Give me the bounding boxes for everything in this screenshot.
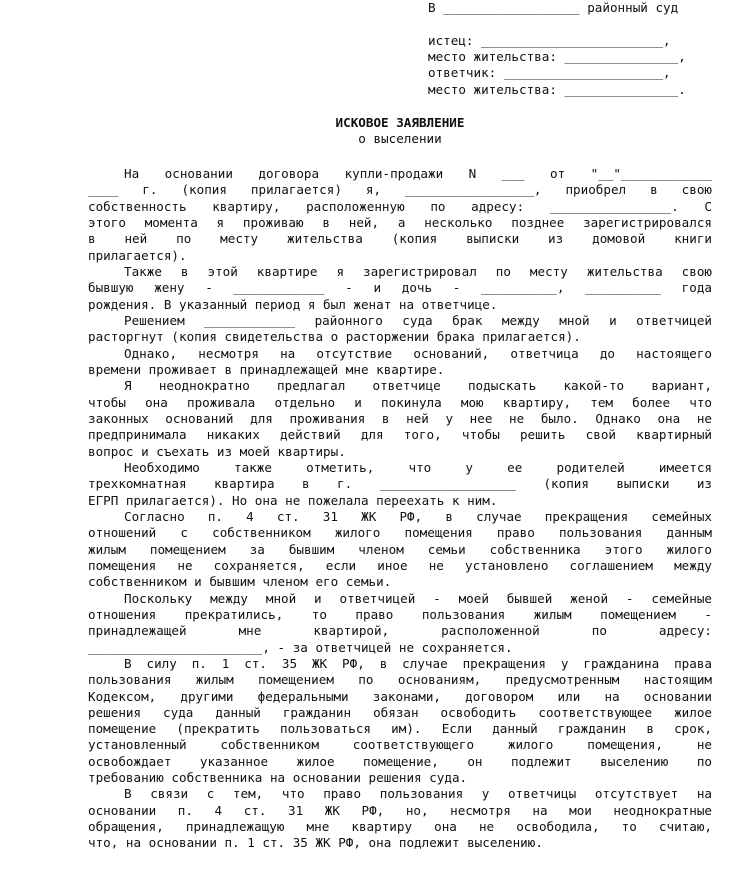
paragraph bbox=[88, 509, 712, 591]
paragraph-line: этого момента я проживаю в ней, а несколько позднее зарегистрировался bbox=[88, 214, 712, 230]
paragraph-line: обращения, принадлежащую мне квартиру она не освободила, то считаю, bbox=[88, 819, 712, 835]
paragraph-line: собственником и бывшим членом его семьи. bbox=[88, 574, 392, 590]
paragraph-line: В силу п. 1 ст. 35 ЖК РФ, в случае прекращения у гражданина права bbox=[124, 655, 712, 671]
paragraph bbox=[88, 346, 712, 379]
defendant-residence-line: место жительства: _______________. bbox=[428, 82, 686, 97]
paragraph-line: _______________________, - за ответчицей не сохраняется. bbox=[88, 639, 513, 655]
paragraph-line: отношения прекратились, то право пользования жилым помещением - bbox=[88, 606, 712, 622]
paragraph-line: трехкомнатная квартира в г. __________________ (копия выписки из bbox=[88, 476, 712, 492]
paragraph bbox=[88, 786, 712, 851]
paragraph-line: времени проживает в принадлежащей мне квартире. bbox=[88, 361, 445, 377]
paragraph-line: рождения. В указанный период я был женат на ответчице. bbox=[88, 296, 498, 312]
paragraph-line: ЕГРП прилагается). Но она не пожелала переехать к ним. bbox=[88, 492, 498, 508]
paragraph-line: в ней по месту жительства (копия выписки из домовой книги bbox=[88, 231, 712, 247]
paragraph bbox=[88, 591, 712, 656]
paragraph-line: помещение (прекратить пользоваться им). Если данный гражданин в срок, bbox=[88, 721, 712, 737]
paragraph-line: Решением ____________ районного суда брак между мной и ответчицей bbox=[124, 312, 712, 328]
paragraph bbox=[88, 166, 712, 264]
paragraph-line: принадлежащей мне квартирой, расположенной по адресу: bbox=[88, 623, 712, 639]
paragraph-line: законных оснований для проживания в ней у нее не было. Однако она не bbox=[88, 410, 712, 426]
paragraph-line: ____ г. (копия прилагается) я, _________________, приобрел в свою bbox=[88, 182, 712, 198]
paragraph-line: Также в этой квартире я зарегистрировал по месту жительства свою bbox=[124, 263, 712, 279]
plaintiff-line: истец: ________________________, bbox=[428, 33, 671, 48]
paragraph-line: что, на основании п. 1 ст. 35 ЖК РФ, она подлежит выселению. bbox=[88, 835, 543, 851]
paragraph-line: расторгнут (копия свидетельства о расторжении брака прилагается). bbox=[88, 329, 581, 345]
paragraph-line: Кодексом, другими федеральными законами, договором или на основании bbox=[88, 688, 712, 704]
paragraph-line: требованию собственника на основании решения суда. bbox=[88, 770, 468, 786]
paragraph-line: Поскольку между мной и ответчицей - моей бывшей женой - семейные bbox=[124, 590, 712, 606]
paragraph-line: собственность квартиру, расположенную по адресу: ________________. С bbox=[88, 198, 712, 214]
paragraph-line: освобождает указанное жилое помещение, он подлежит выселению по bbox=[88, 753, 712, 769]
paragraph-line: чтобы она проживала отдельно и покинула мою квартиру, тем более что bbox=[88, 394, 712, 410]
paragraph-line: помещения не сохраняется, если иное не установлено соглашением между bbox=[88, 557, 712, 573]
paragraph-line: пользования жилым помещением по основаниям, предусмотренным настоящим bbox=[88, 672, 712, 688]
paragraph-line: вопрос и съехать из моей квартиры. bbox=[88, 443, 346, 459]
plaintiff-residence-line: место жительства: _______________, bbox=[428, 49, 686, 64]
court-line: В __________________ районный суд bbox=[428, 0, 679, 15]
paragraph-line: прилагается). bbox=[88, 247, 187, 263]
paragraph-line: Я неоднократно предлагал ответчице подыскать какой-то вариант, bbox=[124, 378, 712, 394]
paragraph-line: Необходимо также отметить, что у ее родителей имеется bbox=[124, 459, 712, 475]
paragraph bbox=[88, 656, 712, 787]
paragraph-line: бывшую жену - ____________ - и дочь - __________, __________ года bbox=[88, 280, 712, 296]
document-subtitle: о выселении bbox=[358, 131, 442, 146]
paragraph-line: предпринимала никаких действий для того, чтобы решить свой квартирный bbox=[88, 427, 712, 443]
paragraph-line: В связи с тем, что право пользования у ответчицы отсутствует на bbox=[124, 786, 712, 802]
paragraph-line: установленный собственником соответствующего жилого помещения, не bbox=[88, 737, 712, 753]
paragraph-line: основании п. 4 ст. 31 ЖК РФ, но, несмотря на мои неоднократные bbox=[88, 802, 712, 818]
paragraph-line: решения суда данный гражданин обязан освободить соответствующее жилое bbox=[88, 704, 712, 720]
document-title: ИСКОВОЕ ЗАЯВЛЕНИЕ bbox=[335, 115, 465, 130]
document-body bbox=[88, 166, 712, 852]
paragraph bbox=[88, 378, 712, 460]
paragraph-line: Однако, несмотря на отсутствие оснований, ответчица до настоящего bbox=[124, 345, 712, 361]
paragraph-line: На основании договора купли-продажи N ___ от "__"____________ bbox=[124, 166, 712, 181]
paragraph-line: Согласно п. 4 ст. 31 ЖК РФ, в случае прекращения семейных bbox=[124, 508, 712, 524]
paragraph-line: жилым помещением за бывшим членом семьи собственника этого жилого bbox=[88, 541, 712, 557]
paragraph bbox=[88, 264, 712, 313]
paragraph bbox=[88, 313, 712, 346]
defendant-line: ответчик: _____________________, bbox=[428, 65, 671, 80]
paragraph-line: отношений с собственником жилого помещения право пользования данным bbox=[88, 525, 712, 541]
paragraph bbox=[88, 460, 712, 509]
